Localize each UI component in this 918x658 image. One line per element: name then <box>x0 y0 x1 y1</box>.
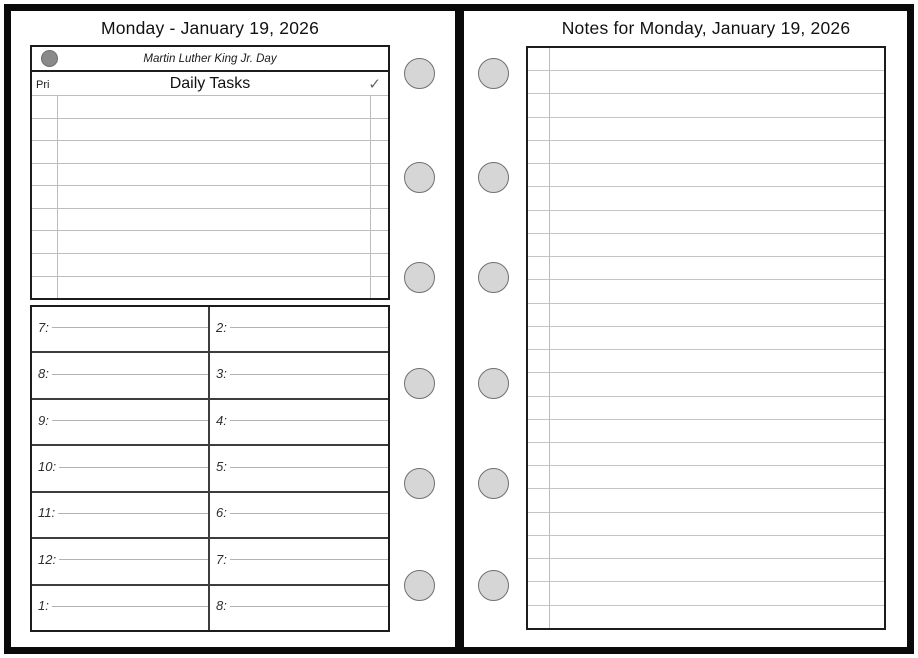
note-line <box>528 304 884 327</box>
note-line <box>528 443 884 466</box>
right-page-title: Notes for Monday, January 19, 2026 <box>561 18 851 38</box>
binder-hole <box>404 570 435 601</box>
check-column-divider <box>370 96 371 298</box>
note-line <box>528 327 884 350</box>
note-line <box>528 164 884 187</box>
schedule-cell-right <box>210 400 388 444</box>
writing-line <box>230 327 388 328</box>
schedule-cell-right <box>210 307 388 351</box>
schedule-entry-line <box>216 321 388 335</box>
appointment-schedule <box>30 305 390 632</box>
task-row <box>32 231 388 254</box>
binder-hole <box>478 570 509 601</box>
notes-margin-line <box>549 48 550 628</box>
writing-line <box>230 513 388 514</box>
writing-line <box>52 327 208 328</box>
binder-hole <box>404 368 435 399</box>
task-list-grid <box>32 96 388 298</box>
time-label: 7: <box>216 551 227 567</box>
note-line <box>528 536 884 559</box>
schedule-cell-right <box>210 446 388 490</box>
schedule-row <box>32 491 388 537</box>
note-line <box>528 489 884 512</box>
writing-line <box>230 606 388 607</box>
time-label: 11: <box>38 505 56 521</box>
note-line <box>528 420 884 443</box>
binder-hole <box>478 162 509 193</box>
time-label: 9: <box>38 412 49 428</box>
holiday-banner <box>32 47 388 72</box>
writing-line <box>230 420 388 421</box>
note-line <box>528 71 884 94</box>
binder-spine <box>455 11 464 647</box>
time-label: 3: <box>216 366 227 382</box>
checkmark-icon: ✓ <box>368 76 381 93</box>
schedule-cell-left <box>32 400 210 444</box>
schedule-entry-line <box>38 367 208 381</box>
time-label: 12: <box>38 551 57 567</box>
daily-tasks-section <box>30 45 390 300</box>
schedule-entry-line <box>38 506 208 520</box>
schedule-cell-left <box>32 586 210 630</box>
holiday-label: Martin Luther King Jr. Day <box>143 52 277 65</box>
note-line <box>528 48 884 71</box>
writing-line <box>52 420 208 421</box>
binder-hole <box>478 468 509 499</box>
schedule-entry-line <box>38 414 208 428</box>
binder-hole <box>404 162 435 193</box>
writing-line <box>59 559 208 560</box>
note-line <box>528 280 884 303</box>
schedule-entry-line <box>216 460 388 474</box>
schedule-cell-left <box>32 446 210 490</box>
schedule-cell-left <box>32 539 210 583</box>
time-label: 7: <box>38 319 49 335</box>
task-row <box>32 209 388 232</box>
schedule-entry-line <box>216 506 388 520</box>
schedule-cell-right <box>210 493 388 537</box>
time-label: 8: <box>216 598 227 614</box>
time-label: 2: <box>216 319 227 335</box>
writing-line <box>52 606 208 607</box>
task-row <box>32 96 388 119</box>
moon-phase-icon <box>41 50 58 67</box>
schedule-cell-left <box>32 307 210 351</box>
task-row <box>32 254 388 277</box>
note-line <box>528 94 884 117</box>
schedule-entry-line <box>38 553 208 567</box>
note-line <box>528 350 884 373</box>
schedule-cell-left <box>32 353 210 397</box>
priority-column-divider <box>57 96 58 298</box>
schedule-row <box>32 307 388 351</box>
schedule-cell-left <box>32 493 210 537</box>
note-line <box>528 373 884 396</box>
note-line <box>528 234 884 257</box>
note-line <box>528 606 884 628</box>
time-label: 1: <box>38 598 49 614</box>
task-row <box>32 277 388 299</box>
schedule-cell-right <box>210 539 388 583</box>
schedule-entry-line <box>38 599 208 613</box>
writing-line <box>52 374 208 375</box>
writing-line <box>230 467 388 468</box>
schedule-cell-right <box>210 353 388 397</box>
task-row <box>32 119 388 142</box>
note-line <box>528 118 884 141</box>
writing-line <box>230 374 388 375</box>
notes-section <box>526 46 886 630</box>
writing-line <box>230 559 388 560</box>
time-label: 8: <box>38 366 49 382</box>
schedule-entry-line <box>216 367 388 381</box>
note-line <box>528 141 884 164</box>
note-line <box>528 466 884 489</box>
writing-line <box>58 513 208 514</box>
daily-tasks-title: Daily Tasks <box>169 75 251 92</box>
binder-hole <box>404 468 435 499</box>
schedule-row <box>32 398 388 444</box>
task-row <box>32 186 388 209</box>
schedule-row <box>32 537 388 583</box>
schedule-entry-line <box>38 460 208 474</box>
note-line <box>528 559 884 582</box>
left-page-title: Monday - January 19, 2026 <box>100 18 320 38</box>
binder-hole <box>404 262 435 293</box>
binder-hole <box>478 58 509 89</box>
daily-tasks-header <box>32 72 388 96</box>
note-line <box>528 187 884 210</box>
schedule-entry-line <box>38 321 208 335</box>
time-label: 6: <box>216 505 227 521</box>
notes-ruled-area <box>528 48 884 628</box>
note-line <box>528 513 884 536</box>
binder-hole <box>478 262 509 293</box>
time-label: 5: <box>216 459 227 475</box>
binder-hole <box>404 58 435 89</box>
note-line <box>528 257 884 280</box>
task-row <box>32 141 388 164</box>
task-row <box>32 164 388 187</box>
priority-column-label: Pri <box>36 79 50 91</box>
time-label: 4: <box>216 412 227 428</box>
schedule-entry-line <box>216 599 388 613</box>
schedule-cell-right <box>210 586 388 630</box>
schedule-entry-line <box>216 553 388 567</box>
schedule-row <box>32 584 388 630</box>
schedule-row <box>32 351 388 397</box>
writing-line <box>59 467 208 468</box>
note-line <box>528 211 884 234</box>
binder-hole <box>478 368 509 399</box>
schedule-entry-line <box>216 414 388 428</box>
note-line <box>528 397 884 420</box>
time-label: 10: <box>38 459 57 475</box>
schedule-row <box>32 444 388 490</box>
note-line <box>528 582 884 605</box>
